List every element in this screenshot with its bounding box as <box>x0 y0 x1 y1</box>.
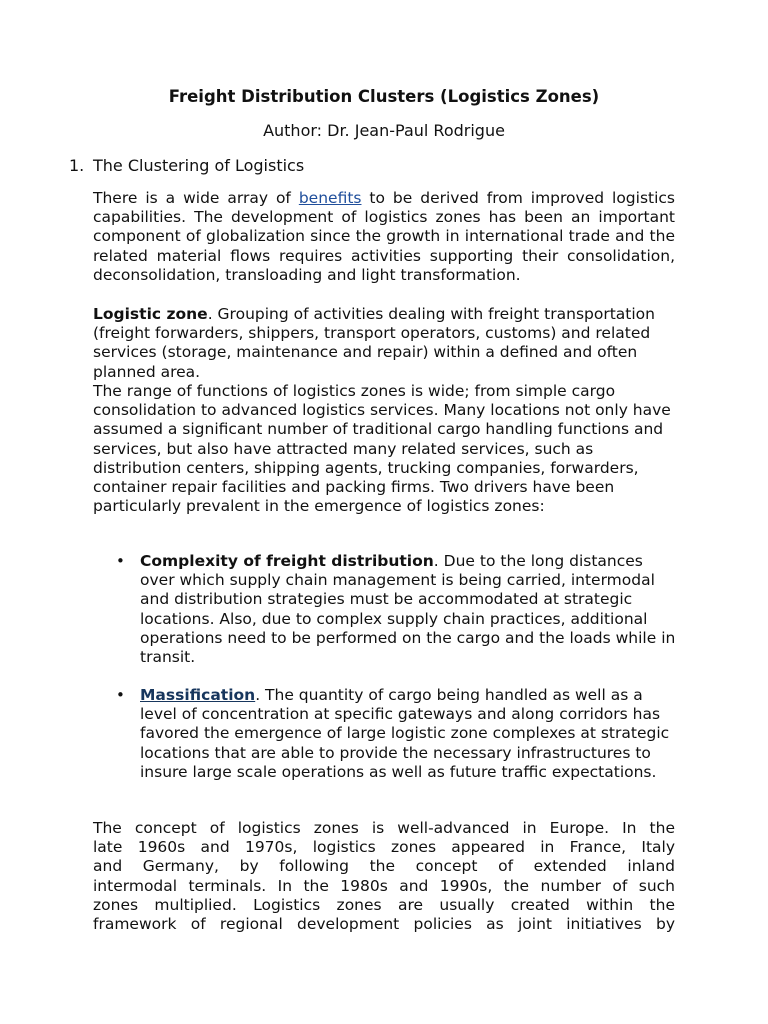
paragraph-line: late 1960s and 1970s, logistics zones appeared in France, Italy <box>93 838 675 857</box>
definition-paragraph <box>93 305 675 382</box>
section-heading <box>69 156 304 175</box>
bullet-bold-term: Complexity of freight distribution <box>140 552 434 570</box>
paragraph-line: and Germany, by following the concept of extended inland <box>93 857 675 876</box>
document-title: Freight Distribution Clusters (Logistics Zones) <box>168 87 600 106</box>
concept-paragraph <box>93 819 675 934</box>
bullet-icon: • <box>116 552 125 570</box>
list-item <box>116 686 676 782</box>
bullet-text: . The quantity of cargo being handled as well as a level of concentration at specific gateways and along corridors has favored the emergence of large logistic zone complexes at strategic locations that are able to provide the necessary infrastructures to insure large scale operations as well as future traffic expectations. <box>140 686 670 781</box>
section-number: 1. <box>69 156 85 175</box>
section-title: The Clustering of Logistics <box>93 156 305 175</box>
massification-link[interactable]: Massification <box>140 686 256 704</box>
author-line: Author: Dr. Jean-Paul Rodrigue <box>263 121 505 140</box>
definition-text: . Grouping of activities dealing with freight transportation (freight forwarders, shippers, transport operators, customs) and related services (storage, maintenance and repair) within a defined and often planned area. <box>93 305 655 381</box>
list-item <box>116 552 676 667</box>
intro-text-after-link: to be derived from improved logistics capabilities. The development of logistics zones has been an important component of globalization since the growth in international trade and the related material flows requires activities supporting their consolidation, deconsolidation, transloading and light transformation. <box>93 189 675 284</box>
drivers-list <box>116 552 676 667</box>
intro-text-before-link: There is a wide array of <box>93 189 299 207</box>
intro-paragraph <box>93 189 675 285</box>
paragraph-line: zones multiplied. Logistics zones are usually created within the <box>93 895 675 914</box>
bullet-text: . Due to the long distances over which supply chain management is being carried, intermodal and distribution strategies must be accommodated at strategic locations. Also, due to complex supply chain practices, additional operations need to be performed on the cargo and the loads while in transit. <box>140 552 676 667</box>
paragraph-line: intermodal terminals. In the 1980s and 1990s, the number of such <box>93 876 675 895</box>
functions-paragraph: The range of functions of logistics zones is wide; from simple cargo consolidation to advanced logistics services. Many locations not only have assumed a significant number of traditional cargo handling functions and services, but also have attracted many related services, such as distribution centers, shipping agents, trucking companies, forwarders, container repair facilities and packing firms. Two drivers have been particularly prevalent in the emergence of logistics zones: <box>93 382 671 516</box>
bullet-icon: • <box>116 686 125 704</box>
definition-term: Logistic zone <box>93 305 208 323</box>
benefits-link[interactable]: benefits <box>298 189 362 207</box>
paragraph-line: framework of regional development policies as joint initiatives by <box>93 915 675 934</box>
drivers-list-2 <box>116 686 676 782</box>
paragraph-line: The concept of logistics zones is well-advanced in Europe. In the <box>93 819 675 837</box>
